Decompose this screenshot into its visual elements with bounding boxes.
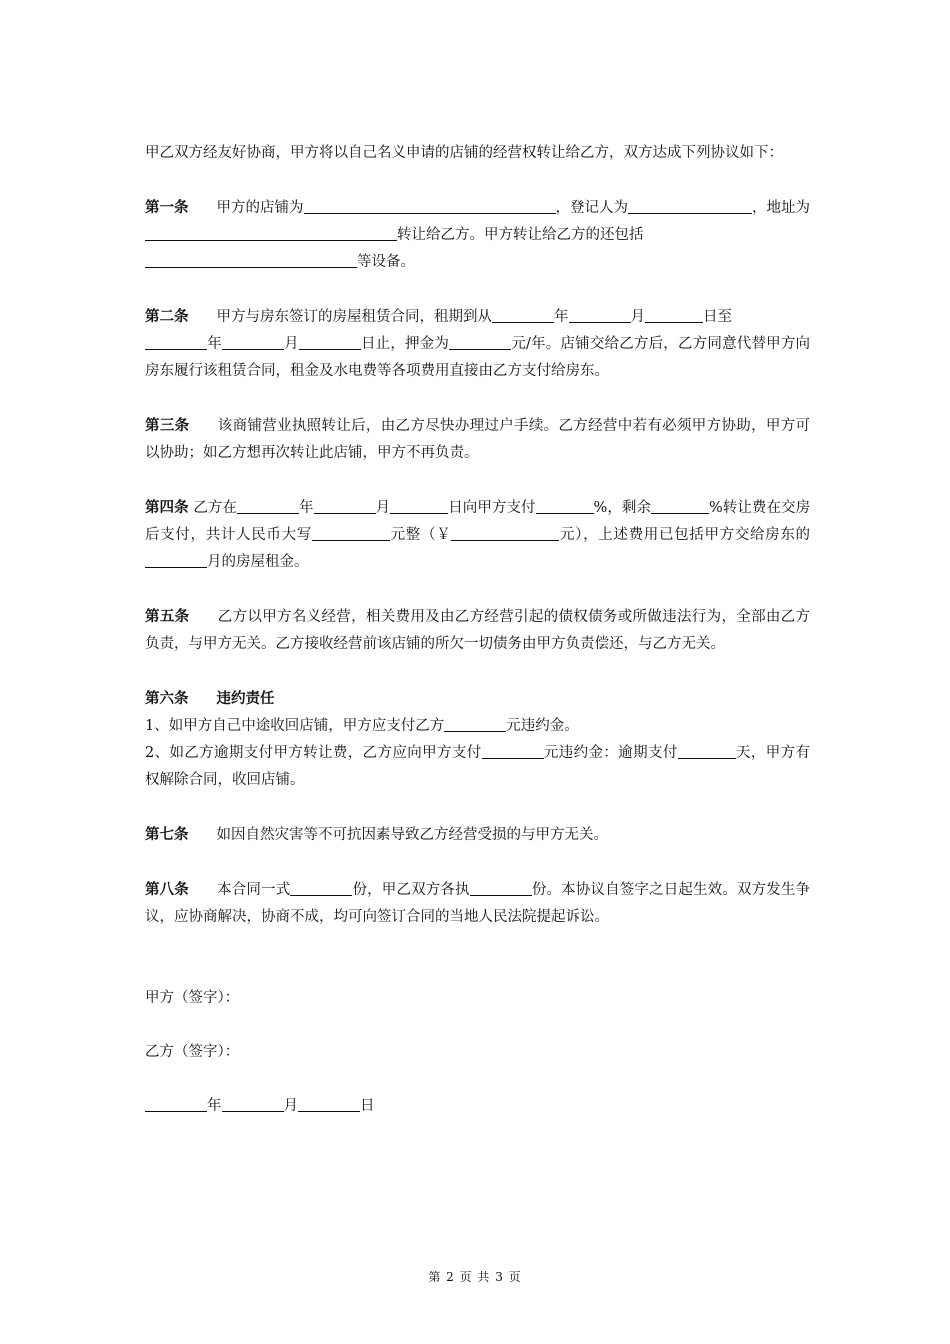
lease-end-day-blank[interactable] bbox=[299, 333, 361, 350]
article-3-label: 第三条 bbox=[145, 417, 190, 434]
first-payment-percent-blank[interactable] bbox=[536, 497, 594, 514]
article-5-label: 第五条 bbox=[145, 608, 190, 625]
article-2: 第二条 甲方与房东签订的房屋租赁合同，租期到从 年 月 日至 年 月 日止，押金为 元/年。店铺交给乙方后，乙方同意代替甲方向房东履行该租赁合同，租金及水电费等各项费用直接由乙方支付给房东。 bbox=[145, 308, 811, 379]
lease-start-year-blank[interactable] bbox=[492, 306, 554, 323]
article-2-label: 第二条 bbox=[145, 308, 189, 325]
amount-in-words-blank[interactable] bbox=[312, 524, 390, 541]
sign-year-blank[interactable] bbox=[145, 1095, 207, 1112]
party-b-signature: 乙方（签字）： bbox=[145, 1044, 240, 1060]
article-7: 第七条 如因自然灾害等不可抗因素导致乙方经营受损的与甲方无关。 bbox=[145, 826, 608, 843]
lease-end-month-blank[interactable] bbox=[222, 333, 284, 350]
equipment-blank[interactable] bbox=[145, 251, 357, 268]
article-6-label: 第六条 bbox=[145, 690, 189, 707]
article-8: 第八条 本合同一式 份，甲乙双方各执 份。本协议自签字之日起生效。双方发生争议，应协商解决，协商不成，均可向签订合同的当地人民法院提起诉讼。 bbox=[145, 881, 811, 925]
overdue-days-blank[interactable] bbox=[678, 742, 736, 759]
payment-year-blank[interactable] bbox=[237, 497, 299, 514]
copies-each-blank[interactable] bbox=[470, 879, 532, 896]
lease-start-day-blank[interactable] bbox=[645, 306, 703, 323]
article-4-label: 第四条 bbox=[145, 499, 189, 516]
article-4: 第四条 乙方在 年 月 日向甲方支付 %，剩余 %转让费在交房后支付，共计人民币大写 元整（￥ 元），上述费用已包括甲方交给房东的月的房屋租金。 bbox=[145, 499, 811, 570]
lease-start-month-blank[interactable] bbox=[569, 306, 631, 323]
address-blank[interactable] bbox=[145, 224, 397, 241]
article-5: 第五条 乙方以甲方名义经营，相关费用及由乙方经营引起的债权债务或所做违法行为，全部由乙方负责，与甲方无关。乙方接收经营前该店铺的所欠一切债务由甲方负责偿还，与乙方无关。 bbox=[145, 608, 811, 652]
sign-month-blank[interactable] bbox=[222, 1095, 284, 1112]
registrant-blank[interactable] bbox=[628, 197, 752, 214]
deposit-blank[interactable] bbox=[449, 333, 511, 350]
article-6-item-2: 2、如乙方逾期支付甲方转让费，乙方应向甲方支付 元违约金：逾期支付 天，甲方有权解除合同，收回店铺。 bbox=[145, 740, 810, 794]
article-3: 第三条 该商铺营业执照转让后，由乙方尽快办理过户手续。乙方经营中若有必须甲方协助，甲方可以协助；如乙方想再次转让此店铺，甲方不再负责。 bbox=[145, 417, 811, 461]
amount-in-figures-blank[interactable] bbox=[451, 524, 559, 541]
shop-name-blank[interactable] bbox=[304, 197, 556, 214]
party-a-penalty-blank[interactable] bbox=[444, 715, 506, 732]
article-1-label: 第一条 bbox=[145, 199, 189, 216]
copies-total-blank[interactable] bbox=[290, 879, 352, 896]
article-7-label: 第七条 bbox=[145, 826, 189, 843]
payment-day-blank[interactable] bbox=[390, 497, 448, 514]
contract-body bbox=[145, 140, 810, 1120]
remaining-percent-blank[interactable] bbox=[651, 497, 709, 514]
party-a-signature: 甲方（签字）： bbox=[145, 990, 240, 1006]
page-number: 第 2 页 共 3 页 bbox=[428, 1270, 522, 1284]
article-1: 第一条 甲方的店铺为 ，登记人为 ，地址为转让给乙方。甲方转让给乙方的还包括 等设备。 bbox=[145, 199, 810, 270]
article-6-title: 违约责任 bbox=[216, 690, 275, 707]
article-6-heading bbox=[145, 685, 810, 713]
lease-end-year-blank[interactable] bbox=[145, 333, 207, 350]
party-b-penalty-blank[interactable] bbox=[482, 742, 544, 759]
article-6-item-1: 1、如甲方自己中途收回店铺，甲方应支付乙方 元违约金。 bbox=[145, 713, 810, 740]
sign-day-blank[interactable] bbox=[298, 1095, 360, 1112]
article-8-label: 第八条 bbox=[145, 881, 189, 898]
intro-paragraph: 甲乙双方经友好协商，甲方将以自己名义申请的店铺的经营权转让给乙方，双方达成下列协议如下： bbox=[145, 145, 783, 161]
signing-date: 年 月 日 bbox=[145, 1093, 810, 1120]
rent-months-blank[interactable] bbox=[145, 551, 207, 568]
payment-month-blank[interactable] bbox=[314, 497, 376, 514]
